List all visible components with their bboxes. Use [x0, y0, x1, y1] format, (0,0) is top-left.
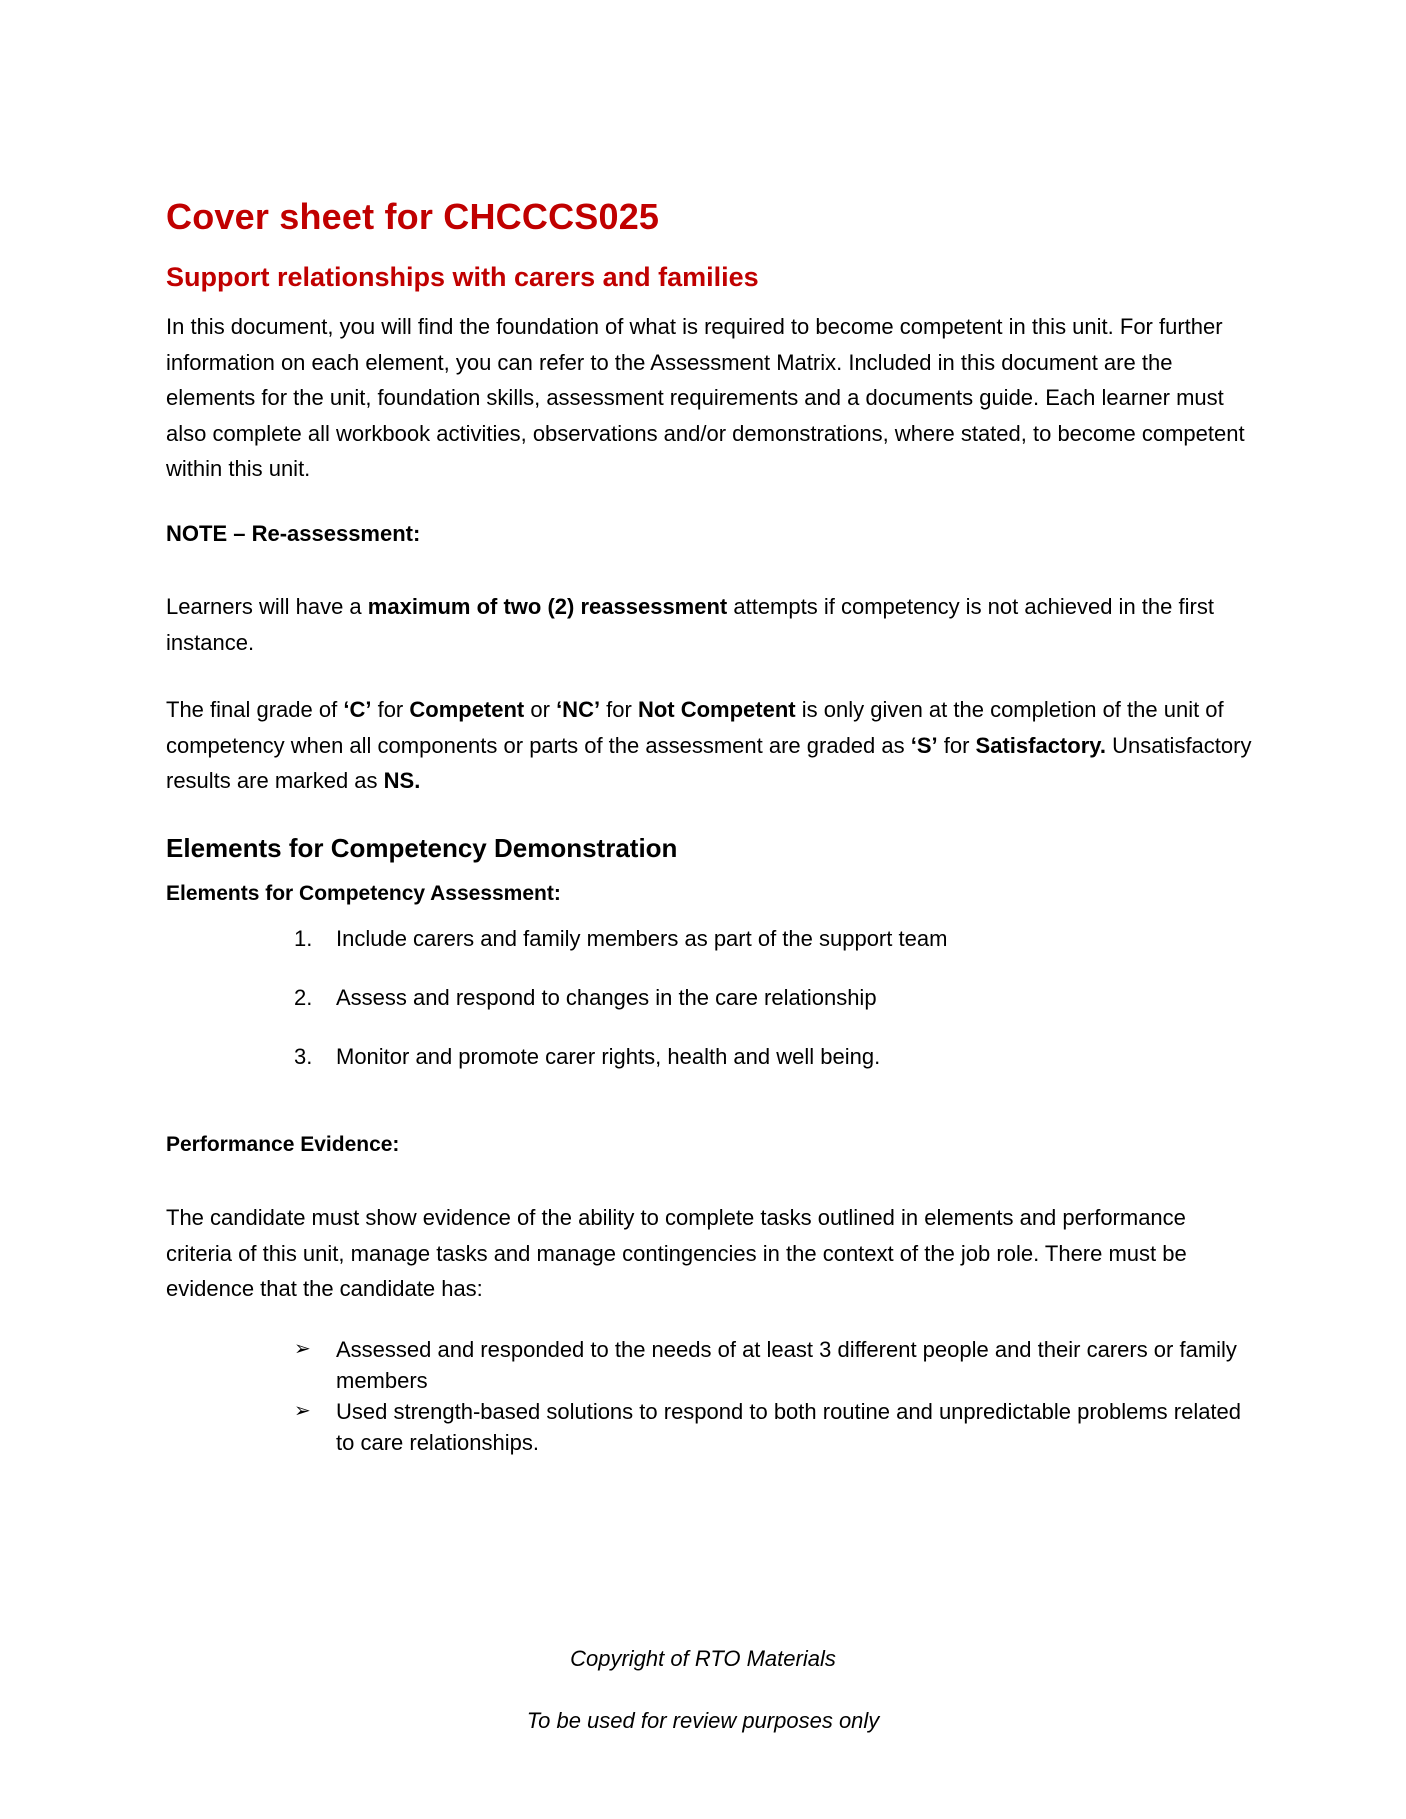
performance-paragraph: The candidate must show evidence of the ability to complete tasks outlined in elements and performance criteria of this unit, manage tasks and manage contingencies in the context of the job role. There must be evidence that the candidate has:: [166, 1205, 1187, 1301]
grade-bold: ‘NC’: [556, 697, 601, 722]
review-notice: To be used for review purposes only: [526, 1708, 880, 1733]
grade-bold: NS.: [383, 768, 421, 793]
list-number: 3.: [294, 1044, 313, 1069]
list-item-text: Assess and respond to changes in the care relationship: [336, 985, 877, 1010]
list-item-text: Monitor and promote carer rights, health and well being.: [336, 1044, 881, 1069]
grade-text: for: [937, 732, 976, 758]
grade-bold: Not Competent: [637, 697, 796, 722]
performance-heading: Performance Evidence:: [166, 1133, 400, 1156]
arrow-bullet-icon: ➢: [294, 1400, 311, 1422]
elements-heading: Elements for Competency Assessment:: [166, 882, 561, 905]
section-heading: Elements for Competency Demonstration: [166, 833, 678, 863]
grade-text: Unsatisfactory results are marked as: [166, 732, 1252, 793]
elements-list: [294, 924, 947, 1101]
document-title: Cover sheet for CHCCCS025: [166, 196, 660, 237]
list-item: [294, 924, 947, 983]
list-item: [294, 1042, 947, 1101]
list-item-text: Assessed and responded to the needs of at least 3 different people and their carers or family members: [336, 1337, 1237, 1393]
unit-subtitle: Support relationships with carers and families: [166, 262, 759, 292]
list-number: 1.: [294, 926, 313, 951]
grade-text: for: [371, 697, 410, 722]
list-item-text: Used strength-based solutions to respond to both routine and unpredictable problems related to care relationships.: [336, 1399, 1242, 1455]
reassessment-text-1: Learners will have a: [166, 594, 368, 619]
grade-bold: ‘S’: [910, 732, 938, 758]
list-item-text: Include carers and family members as part of the support team: [336, 926, 948, 951]
reassessment-text-2: attempts if competency is not achieved in the first instance.: [166, 594, 1214, 655]
grade-bold: Satisfactory.: [975, 732, 1106, 758]
grade-bold: ‘C’: [343, 697, 372, 722]
reassessment-paragraph: [166, 589, 1256, 660]
document-page: [166, 0, 1256, 1819]
grade-bold: Competent: [409, 697, 525, 722]
intro-paragraph: In this document, you will find the foundation of what is required to become competent in this unit. For further information on each element, you can refer to the Assessment Matrix. Included in this document are the elements for the unit, foundation skills, assessment requirements and a documents guide. Each learner must also complete all workbook activities, observations and/or demonstrations, where stated, to become competent within this unit.: [166, 314, 1245, 481]
grade-paragraph: [166, 692, 1256, 799]
list-item: [294, 983, 947, 1042]
note-heading: NOTE – Re-assessment:: [166, 521, 421, 546]
grade-text: for: [600, 697, 638, 722]
grade-text: The final grade of: [166, 697, 344, 722]
grade-text: is only given at the completion of the unit of competency when all components or parts of the assessment are graded as: [166, 697, 1224, 758]
grade-text: or: [524, 697, 557, 722]
reassessment-bold: maximum of two (2) reassessment: [367, 594, 728, 619]
arrow-bullet-icon: ➢: [294, 1338, 311, 1360]
list-item: [294, 1334, 1244, 1396]
list-item: [294, 1396, 1244, 1458]
evidence-list: [294, 1334, 1244, 1458]
list-number: 2.: [294, 985, 313, 1010]
copyright-notice: Copyright of RTO Materials: [570, 1646, 836, 1671]
